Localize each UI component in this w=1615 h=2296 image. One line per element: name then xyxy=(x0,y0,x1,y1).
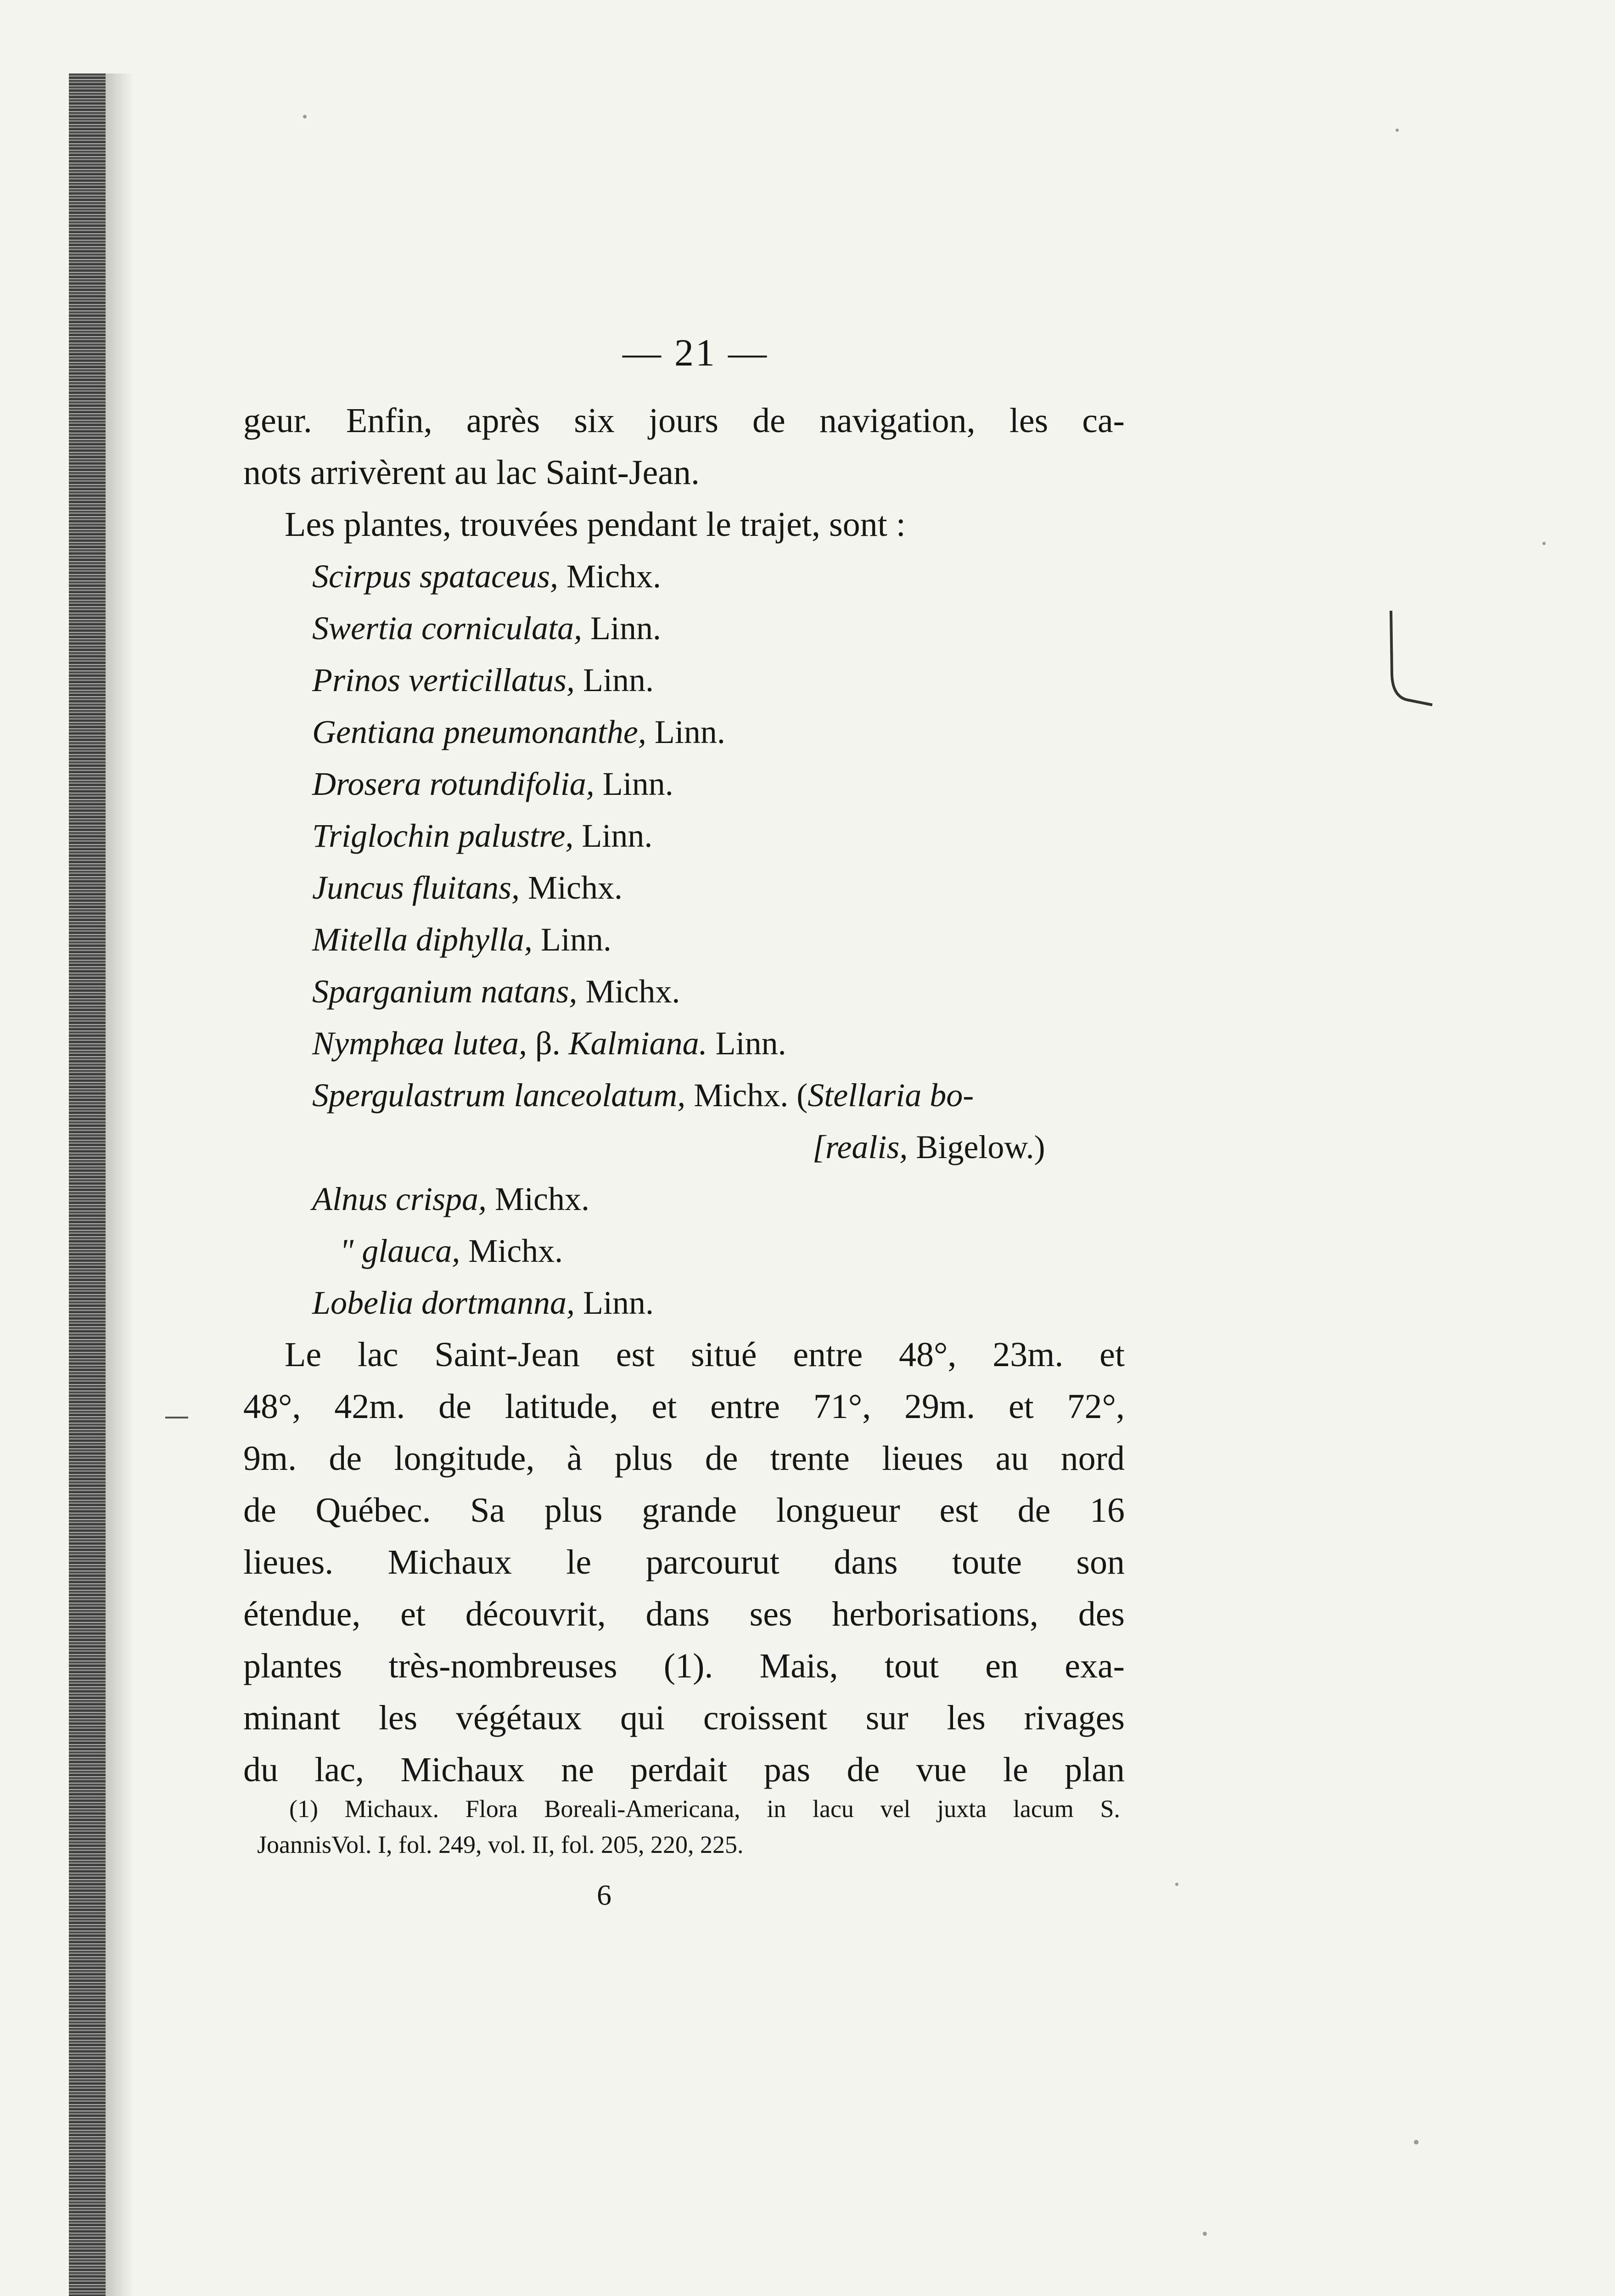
text-line: de Québec. Sa plus grande longueur est de 16 xyxy=(243,1491,1125,1530)
plant-entry xyxy=(243,654,1125,706)
signature-mark: 6 xyxy=(597,1879,611,1911)
text-line: étendue, et découvrit, dans ses herborisations, des xyxy=(243,1595,1125,1633)
main-text xyxy=(243,395,1125,1796)
plant-author: Linn. xyxy=(654,714,725,750)
plant-entry xyxy=(243,602,1125,654)
plant-name: " glauca, xyxy=(340,1232,460,1269)
paper-speck xyxy=(1542,542,1546,545)
binding-shadow xyxy=(106,73,133,2296)
paper-speck xyxy=(1203,2232,1207,2236)
plant-entry-continuation xyxy=(243,1121,1125,1173)
paper-speck xyxy=(1414,2140,1419,2144)
plant-name: Swertia corniculata, xyxy=(312,610,582,647)
plant-author: Michx. xyxy=(566,558,661,595)
text-line: du lac, Michaux ne perdait pas de vue le plan xyxy=(243,1750,1125,1789)
plant-variety-name: Kalmiana. xyxy=(568,1025,707,1062)
plant-author: Michx. ( xyxy=(694,1077,808,1114)
plant-entry xyxy=(243,758,1125,810)
plant-author: Bigelow.) xyxy=(916,1129,1045,1165)
text-line: minant les végétaux qui croissent sur les rivages xyxy=(243,1699,1125,1737)
plant-entry xyxy=(243,1277,1125,1329)
plant-author: Linn. xyxy=(540,921,611,958)
plant-name: Nymphæa lutea, xyxy=(312,1025,527,1062)
plant-list xyxy=(243,551,1125,1329)
text-line: Le lac Saint-Jean est situé entre 48°, 23m. et xyxy=(285,1335,1125,1374)
text-line: lieues. Michaux le parcourut dans toute son xyxy=(243,1543,1125,1581)
plant-entry xyxy=(243,706,1125,758)
plant-entry xyxy=(243,1018,1125,1069)
plant-entry xyxy=(243,1225,1125,1277)
plant-author: Linn. xyxy=(602,765,673,802)
plant-entry xyxy=(243,862,1125,914)
page-number: — 21 — xyxy=(622,332,768,374)
plant-synonym: Stellaria bo- xyxy=(808,1077,974,1114)
plant-name: Gentiana pneumonanthe, xyxy=(312,714,646,750)
text-line: plantes très-nombreuses (1). Mais, tout en exa- xyxy=(243,1647,1125,1685)
text-line: geur. Enfin, après six jours de navigation, les ca- xyxy=(243,401,1125,440)
plant-name: Lobelia dortmanna, xyxy=(312,1284,575,1321)
margin-pencil-mark xyxy=(1382,606,1441,716)
footnote xyxy=(257,1791,1120,1863)
plant-name: Sparganium natans, xyxy=(312,973,578,1010)
plant-author: Linn. xyxy=(582,817,653,854)
plant-author: Linn. xyxy=(715,1025,786,1062)
paper-speck xyxy=(303,115,307,118)
plant-variety: β. xyxy=(535,1025,561,1062)
plant-name: Scirpus spataceus, xyxy=(312,558,558,595)
plant-name: Triglochin palustre, xyxy=(312,817,574,854)
plant-name: Mitella diphylla, xyxy=(312,921,533,958)
plant-author: Linn. xyxy=(583,662,654,698)
text-line: Les plantes, trouvées pendant le trajet, sont : xyxy=(285,505,906,544)
paper-speck xyxy=(1175,1883,1178,1886)
plant-entry xyxy=(243,1173,1125,1225)
margin-dash-mark xyxy=(165,1417,188,1418)
plant-synonym: [realis, xyxy=(813,1129,908,1165)
paper-speck xyxy=(1396,129,1399,132)
plant-author: Linn. xyxy=(590,610,661,647)
plant-name: Prinos verticillatus, xyxy=(312,662,575,698)
text-line: 48°, 42m. de latitude, et entre 71°, 29m. et 72°, xyxy=(243,1387,1125,1426)
plant-entry xyxy=(243,810,1125,862)
plant-author: Linn. xyxy=(583,1284,654,1321)
plant-author: Michx. xyxy=(585,973,680,1010)
book-binding-edge xyxy=(69,73,106,2296)
plant-name: Spergulastrum lanceolatum, xyxy=(312,1077,686,1114)
footnote-line: JoannisVol. I, fol. 249, vol. II, fol. 205, 220, 225. xyxy=(257,1831,744,1858)
footnote-line: (1) Michaux. Flora Boreali-Americana, in lacu vel juxta lacum S. xyxy=(289,1795,1120,1823)
text-line: nots arrivèrent au lac Saint-Jean. xyxy=(243,453,700,492)
plant-entry xyxy=(243,914,1125,966)
plant-author: Michx. xyxy=(468,1232,563,1269)
plant-entry xyxy=(243,966,1125,1018)
plant-entry xyxy=(243,1069,1125,1121)
text-line: 9m. de longitude, à plus de trente lieues au nord xyxy=(243,1439,1125,1478)
plant-entry xyxy=(243,551,1125,602)
plant-name: Alnus crispa, xyxy=(312,1181,487,1217)
plant-author: Michx. xyxy=(495,1181,589,1217)
plant-author: Michx. xyxy=(527,869,622,906)
plant-name: Juncus fluitans, xyxy=(312,869,520,906)
plant-name: Drosera rotundifolia, xyxy=(312,765,594,802)
